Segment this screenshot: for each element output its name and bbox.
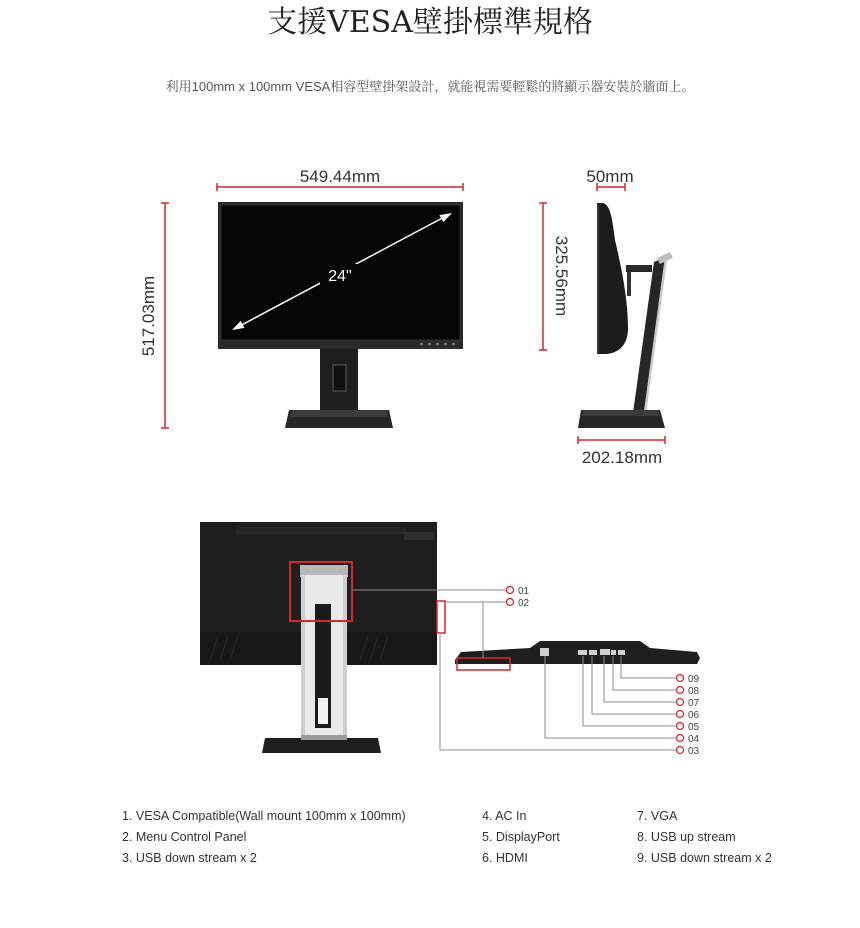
page-subtitle: 利用100mm x 100mm VESA相容型壁掛架設計，就能視需要輕鬆的將顯示器安裝於牆面上。 xyxy=(165,79,695,94)
page-title: 支援VESA壁掛標準規格 xyxy=(267,5,593,40)
legend-column-1 xyxy=(122,806,406,869)
ac-in-port xyxy=(540,648,549,656)
front-height-label: 517.03mm xyxy=(139,275,158,357)
front-view xyxy=(139,167,463,428)
back-stand-column-edge-right xyxy=(343,575,347,741)
front-stand-cable-hole xyxy=(333,365,346,391)
leader-line-05 xyxy=(583,656,676,726)
front-width-label: 549.44mm xyxy=(299,167,381,186)
back-stand-column-edge-left xyxy=(301,575,305,741)
legend-column-3 xyxy=(637,806,772,869)
back-stand-column-foot xyxy=(301,735,347,740)
callout-label-01: 01 xyxy=(518,586,530,597)
leader-line-06 xyxy=(592,656,676,714)
legend-item-7: 7. VGA xyxy=(637,809,678,823)
bottom-view xyxy=(455,641,700,670)
circle-marker-icon xyxy=(677,699,684,706)
legend-item-3: 3. USB down stream x 2 xyxy=(122,851,257,865)
legend-item-9: 9. USB down stream x 2 xyxy=(637,851,772,865)
side-base-depth-dimension xyxy=(578,436,665,467)
callout-label-02: 02 xyxy=(518,598,530,609)
circle-marker-icon xyxy=(677,675,684,682)
bezel-button xyxy=(428,343,431,345)
side-base-depth-label: 202.18mm xyxy=(581,448,663,467)
menu-panel-highlight-box xyxy=(437,601,445,633)
back-stand-base xyxy=(262,738,381,753)
circle-marker-icon xyxy=(677,723,684,730)
side-hinge-stub xyxy=(627,272,631,296)
callout-label-03: 03 xyxy=(688,746,700,757)
callout-label-08: 08 xyxy=(688,686,700,697)
front-height-dimension xyxy=(139,203,169,428)
side-panel-height-label: 325.56mm xyxy=(552,235,571,317)
legend-item-4: 4. AC In xyxy=(482,809,527,823)
legend-item-8: 8. USB up stream xyxy=(637,830,736,844)
displayport-port xyxy=(578,650,587,655)
vga-port xyxy=(600,649,610,655)
side-view xyxy=(539,167,673,467)
back-top-strip xyxy=(236,527,406,534)
circle-marker-icon xyxy=(677,735,684,742)
side-panel-height-dimension xyxy=(539,203,571,350)
legend-column-2 xyxy=(482,806,560,869)
circle-marker-icon xyxy=(677,747,684,754)
callout-label-09: 09 xyxy=(688,674,700,685)
legend-item-1: 1. VESA Compatible(Wall mount 100mm x 100mm) xyxy=(122,809,406,823)
bezel-button xyxy=(452,343,455,345)
side-monitor-profile xyxy=(597,203,628,354)
usb-up-port xyxy=(611,650,616,655)
circle-marker-icon xyxy=(677,711,684,718)
legend-item-6: 6. HDMI xyxy=(482,851,528,865)
front-stand-base-top xyxy=(290,410,388,417)
diagonal-label: 24" xyxy=(328,268,352,285)
back-view xyxy=(200,522,445,753)
side-depth-label: 50mm xyxy=(586,167,634,186)
bezel-button xyxy=(436,343,439,345)
legend-item-5: 5. DisplayPort xyxy=(482,830,560,844)
circle-marker-icon xyxy=(507,599,514,606)
bezel-button xyxy=(444,343,447,345)
callout-markers xyxy=(507,586,700,757)
circle-marker-icon xyxy=(507,587,514,594)
back-label-plate xyxy=(404,532,434,540)
side-depth-dimension xyxy=(586,167,633,191)
usb-down-port xyxy=(618,650,625,655)
side-stand-base-top xyxy=(582,410,660,416)
callout-label-04: 04 xyxy=(688,734,700,745)
legend-item-2: 2. Menu Control Panel xyxy=(122,830,247,844)
circle-marker-icon xyxy=(677,687,684,694)
hdmi-port xyxy=(589,650,597,655)
callout-label-06: 06 xyxy=(688,710,700,721)
bottom-monitor-profile xyxy=(455,641,700,664)
callout-label-07: 07 xyxy=(688,698,700,709)
side-hinge-bracket xyxy=(626,265,652,272)
bezel-button xyxy=(420,343,423,345)
back-stand-slot-insert xyxy=(318,698,328,724)
callout-label-05: 05 xyxy=(688,722,700,733)
front-width-dimension xyxy=(217,167,463,191)
